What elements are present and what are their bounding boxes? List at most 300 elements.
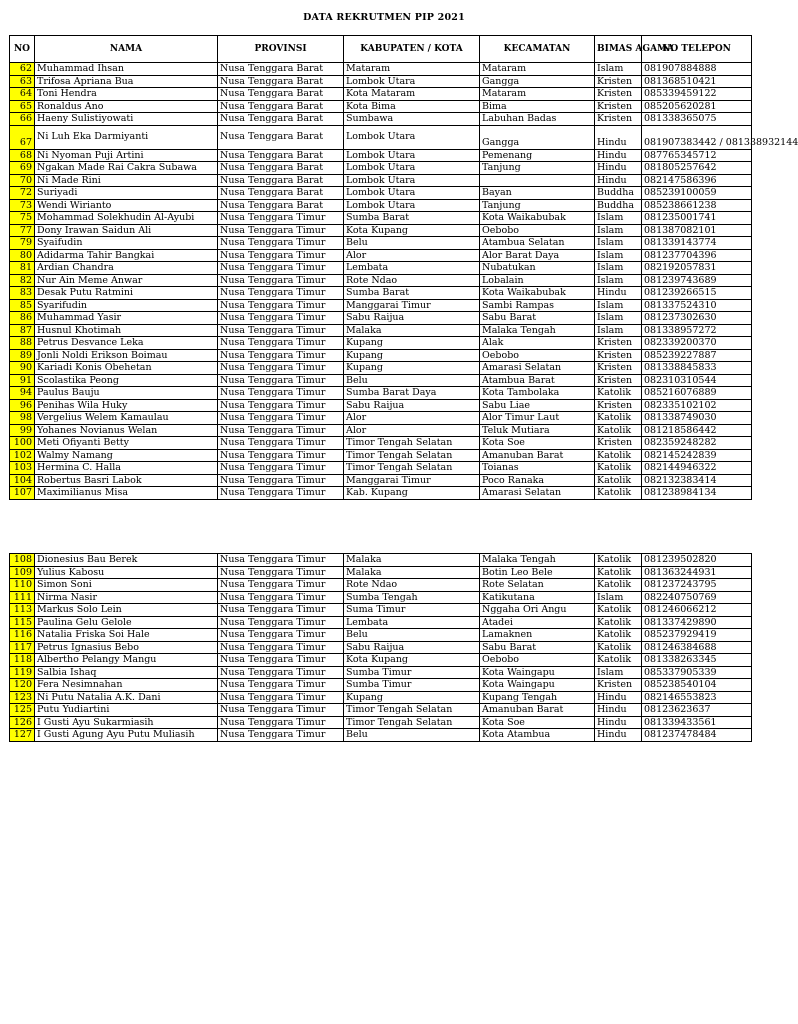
cell-no: 118 [10, 654, 35, 667]
table-row [10, 249, 752, 262]
cell-agama: Hindu [595, 704, 642, 717]
table-row [10, 604, 752, 617]
table-row [10, 187, 752, 200]
cell-nama: Muhammad Ihsan [35, 63, 218, 76]
table-row [10, 287, 752, 300]
cell-kecamatan: Amarasi Selatan [480, 487, 595, 500]
table-row [10, 88, 752, 101]
cell-agama: Islam [595, 299, 642, 312]
cell-provinsi: Nusa Tenggara Timur [218, 716, 344, 729]
table-row [10, 716, 752, 729]
table-row [10, 679, 752, 692]
cell-agama: Kristen [595, 679, 642, 692]
cell-kabupaten: Lembata [344, 616, 480, 629]
cell-nama: Hermina C. Halla [35, 462, 218, 475]
cell-provinsi: Nusa Tenggara Timur [218, 474, 344, 487]
cell-telepon: 081237243795 [642, 579, 752, 592]
cell-telepon: 081907383442 / 081338932144 [642, 125, 752, 149]
cell-kecamatan: Amanuban Barat [480, 704, 595, 717]
cell-agama: Katolik [595, 654, 642, 667]
cell-provinsi: Nusa Tenggara Timur [218, 654, 344, 667]
cell-provinsi: Nusa Tenggara Timur [218, 449, 344, 462]
cell-provinsi: Nusa Tenggara Barat [218, 113, 344, 126]
cell-nama: Markus Solo Lein [35, 604, 218, 617]
cell-agama: Islam [595, 324, 642, 337]
cell-kecamatan: Tanjung [480, 162, 595, 175]
cell-kecamatan: Bayan [480, 187, 595, 200]
cell-no: 91 [10, 374, 35, 387]
cell-agama: Katolik [595, 462, 642, 475]
cell-kecamatan: Sabu Barat [480, 312, 595, 325]
cell-no: 64 [10, 88, 35, 101]
table-row [10, 412, 752, 425]
cell-kabupaten: Belu [344, 729, 480, 742]
cell-agama: Katolik [595, 604, 642, 617]
table-row [10, 224, 752, 237]
cell-agama: Islam [595, 224, 642, 237]
table-row [10, 324, 752, 337]
cell-kabupaten: Alor [344, 424, 480, 437]
table-row [10, 654, 752, 667]
table-row [10, 199, 752, 212]
cell-telepon: 082132383414 [642, 474, 752, 487]
cell-telepon: 081339433561 [642, 716, 752, 729]
cell-kabupaten: Kupang [344, 337, 480, 350]
cell-provinsi: Nusa Tenggara Timur [218, 212, 344, 225]
cell-nama: Ni Luh Eka Darmiyanti [35, 125, 218, 149]
cell-kabupaten: Timor Tengah Selatan [344, 704, 480, 717]
cell-no: 127 [10, 729, 35, 742]
cell-telepon: 081239502820 [642, 554, 752, 567]
cell-kabupaten: Timor Tengah Selatan [344, 449, 480, 462]
cell-kecamatan: Sabu Liae [480, 399, 595, 412]
cell-agama: Kristen [595, 88, 642, 101]
cell-nama: Wendi Wirianto [35, 199, 218, 212]
cell-kabupaten: Manggarai Timur [344, 299, 480, 312]
cell-provinsi: Nusa Tenggara Timur [218, 362, 344, 375]
cell-kecamatan: Toianas [480, 462, 595, 475]
cell-nama: Ardian Chandra [35, 262, 218, 275]
cell-kabupaten: Lembata [344, 262, 480, 275]
cell-telepon: 085339459122 [642, 88, 752, 101]
cell-telepon: 085216076889 [642, 387, 752, 400]
table-row [10, 113, 752, 126]
cell-kabupaten: Sabu Raijua [344, 312, 480, 325]
cell-telepon: 081237704396 [642, 249, 752, 262]
cell-no: 125 [10, 704, 35, 717]
cell-telepon: 085237929419 [642, 629, 752, 642]
cell-agama: Kristen [595, 337, 642, 350]
cell-nama: Syarifudin [35, 299, 218, 312]
cell-agama: Kristen [595, 437, 642, 450]
cell-kecamatan: Oebobo [480, 654, 595, 667]
cell-no: 103 [10, 462, 35, 475]
cell-agama: Hindu [595, 691, 642, 704]
cell-kabupaten: Sabu Raijua [344, 399, 480, 412]
table-row [10, 591, 752, 604]
table-row [10, 474, 752, 487]
cell-no: 123 [10, 691, 35, 704]
cell-kabupaten: Lombok Utara [344, 125, 480, 149]
cell-kabupaten: Sumba Barat Daya [344, 387, 480, 400]
cell-provinsi: Nusa Tenggara Timur [218, 462, 344, 475]
cell-no: 72 [10, 187, 35, 200]
cell-agama: Kristen [595, 399, 642, 412]
cell-provinsi: Nusa Tenggara Timur [218, 554, 344, 567]
cell-no: 87 [10, 324, 35, 337]
cell-no: 86 [10, 312, 35, 325]
cell-telepon: 082310310544 [642, 374, 752, 387]
table-row [10, 75, 752, 88]
cell-telepon: 081239266515 [642, 287, 752, 300]
cell-provinsi: Nusa Tenggara Timur [218, 729, 344, 742]
table-row [10, 349, 752, 362]
cell-no: 120 [10, 679, 35, 692]
table-row [10, 554, 752, 567]
cell-agama: Hindu [595, 125, 642, 149]
cell-kabupaten: Lombok Utara [344, 149, 480, 162]
cell-nama: I Gusti Ayu Sukarmiasih [35, 716, 218, 729]
table-row [10, 149, 752, 162]
cell-kecamatan: Botin Leo Bele [480, 566, 595, 579]
table-row [10, 237, 752, 250]
cell-no: 67 [10, 125, 35, 149]
cell-telepon: 081387082101 [642, 224, 752, 237]
cell-telepon: 087765345712 [642, 149, 752, 162]
cell-nama: Syaifudin [35, 237, 218, 250]
cell-nama: Petrus Desvance Leka [35, 337, 218, 350]
cell-provinsi: Nusa Tenggara Timur [218, 704, 344, 717]
cell-no: 81 [10, 262, 35, 275]
cell-no: 119 [10, 666, 35, 679]
cell-telepon: 081236236​37 [642, 704, 752, 717]
table-row [10, 299, 752, 312]
cell-provinsi: Nusa Tenggara Barat [218, 75, 344, 88]
cell-kecamatan: Katikutana [480, 591, 595, 604]
cell-agama: Katolik [595, 412, 642, 425]
cell-telepon: 085239100059 [642, 187, 752, 200]
cell-kabupaten: Alor [344, 412, 480, 425]
cell-telepon: 081338957272 [642, 324, 752, 337]
cell-provinsi: Nusa Tenggara Timur [218, 666, 344, 679]
cell-nama: Vergelius Welem Kamaulau [35, 412, 218, 425]
cell-nama: Natalia Friska Soi Hale [35, 629, 218, 642]
cell-kabupaten: Sumbawa [344, 113, 480, 126]
cell-kecamatan: Alor Barat Daya [480, 249, 595, 262]
cell-telepon: 081363244931 [642, 566, 752, 579]
cell-nama: Desak Putu Ratmini [35, 287, 218, 300]
recruitment-table-1 [9, 35, 798, 500]
cell-kecamatan: Kota Atambua [480, 729, 595, 742]
cell-kecamatan: Kota Soe [480, 716, 595, 729]
cell-nama: Kariadi Konis Obehetan [35, 362, 218, 375]
cell-telepon: 082147586396 [642, 174, 752, 187]
cell-no: 108 [10, 554, 35, 567]
cell-nama: Walmy Namang [35, 449, 218, 462]
cell-nama: Jonli Noldi Erikson Boimau [35, 349, 218, 362]
cell-agama: Katolik [595, 487, 642, 500]
cell-kabupaten: Sumba Barat [344, 212, 480, 225]
cell-kabupaten: Sumba Timur [344, 666, 480, 679]
table-row [10, 579, 752, 592]
cell-provinsi: Nusa Tenggara Timur [218, 262, 344, 275]
cell-kecamatan: Bima [480, 100, 595, 113]
page-title: DATA REKRUTMEN PIP 2021 [303, 12, 465, 23]
cell-kabupaten: Kupang [344, 691, 480, 704]
cell-kecamatan: Tanjung [480, 199, 595, 212]
cell-kecamatan: Amarasi Selatan [480, 362, 595, 375]
cell-nama: Meti Ofiyanti Betty [35, 437, 218, 450]
cell-kabupaten: Sumba Timur [344, 679, 480, 692]
cell-telepon: 085337905339 [642, 666, 752, 679]
cell-telepon: 081246384688 [642, 641, 752, 654]
cell-agama: Islam [595, 274, 642, 287]
cell-kecamatan: Kota Waingapu [480, 666, 595, 679]
cell-nama: Robertus Basri Labok [35, 474, 218, 487]
cell-telepon: 081338263345 [642, 654, 752, 667]
cell-nama: Putu Yudiartini [35, 704, 218, 717]
cell-nama: Paulina Gelu Gelole [35, 616, 218, 629]
cell-telepon: 082359248282 [642, 437, 752, 450]
cell-telepon: 081338365075 [642, 113, 752, 126]
cell-agama: Hindu [595, 287, 642, 300]
cell-nama: Ngakan Made Rai Cakra Subawa [35, 162, 218, 175]
cell-nama: Ronaldus Ano [35, 100, 218, 113]
cell-kabupaten: Sabu Raijua [344, 641, 480, 654]
cell-telepon: 081338845833 [642, 362, 752, 375]
cell-no: 82 [10, 274, 35, 287]
cell-telepon: 085238661238 [642, 199, 752, 212]
cell-provinsi: Nusa Tenggara Timur [218, 437, 344, 450]
cell-kabupaten: Manggarai Timur [344, 474, 480, 487]
cell-nama: Scolastika Peong [35, 374, 218, 387]
cell-nama: Salbia Ishaq [35, 666, 218, 679]
cell-no: 89 [10, 349, 35, 362]
cell-provinsi: Nusa Tenggara Timur [218, 487, 344, 500]
cell-provinsi: Nusa Tenggara Timur [218, 387, 344, 400]
cell-no: 77 [10, 224, 35, 237]
cell-telepon: 082240750769 [642, 591, 752, 604]
table-row [10, 704, 752, 717]
cell-provinsi: Nusa Tenggara Timur [218, 616, 344, 629]
cell-kabupaten: Rote Ndao [344, 274, 480, 287]
cell-kecamatan: Poco Ranaka [480, 474, 595, 487]
cell-provinsi: Nusa Tenggara Timur [218, 324, 344, 337]
cell-nama: Mohammad Solekhudin Al-Ayubi [35, 212, 218, 225]
cell-no: 104 [10, 474, 35, 487]
cell-telepon: 082192057831 [642, 262, 752, 275]
cell-kecamatan: Atambua Barat [480, 374, 595, 387]
cell-kabupaten: Kota Bima [344, 100, 480, 113]
cell-kecamatan: Malaka Tengah [480, 324, 595, 337]
cell-kecamatan: Oebobo [480, 349, 595, 362]
cell-kecamatan: Pemenang [480, 149, 595, 162]
cell-provinsi: Nusa Tenggara Barat [218, 63, 344, 76]
cell-kecamatan: Nubatukan [480, 262, 595, 275]
cell-no: 68 [10, 149, 35, 162]
cell-no: 85 [10, 299, 35, 312]
cell-telepon: 082146553823 [642, 691, 752, 704]
cell-provinsi: Nusa Tenggara Timur [218, 349, 344, 362]
cell-agama: Katolik [595, 387, 642, 400]
cell-telepon: 082145242839 [642, 449, 752, 462]
cell-nama: Haeny Sulistiyowati [35, 113, 218, 126]
cell-nama: Muhammad Yasir [35, 312, 218, 325]
cell-provinsi: Nusa Tenggara Barat [218, 174, 344, 187]
cell-nama: Yulius Kabosu [35, 566, 218, 579]
cell-no: 117 [10, 641, 35, 654]
cell-no: 109 [10, 566, 35, 579]
cell-provinsi: Nusa Tenggara Timur [218, 224, 344, 237]
cell-kecamatan: Kota Waikabubak [480, 287, 595, 300]
cell-telepon: 081907884888 [642, 63, 752, 76]
cell-kabupaten: Malaka [344, 566, 480, 579]
header-bimas-agama: BIMAS AGAMA [595, 36, 642, 63]
cell-agama: Islam [595, 237, 642, 250]
cell-kecamatan: Labuhan Badas [480, 113, 595, 126]
cell-provinsi: Nusa Tenggara Timur [218, 424, 344, 437]
cell-telepon: 085238540104 [642, 679, 752, 692]
cell-agama: Hindu [595, 716, 642, 729]
header-no-telepon: NO TELEPON [642, 36, 752, 63]
cell-telepon: 082339200370 [642, 337, 752, 350]
cell-kecamatan: Teluk Mutiara [480, 424, 595, 437]
cell-kabupaten: Lombok Utara [344, 75, 480, 88]
cell-agama: Islam [595, 249, 642, 262]
cell-agama: Hindu [595, 149, 642, 162]
cell-provinsi: Nusa Tenggara Timur [218, 337, 344, 350]
cell-provinsi: Nusa Tenggara Barat [218, 125, 344, 149]
cell-no: 100 [10, 437, 35, 450]
cell-kecamatan: Gangga [480, 75, 595, 88]
cell-telepon: 081237478484 [642, 729, 752, 742]
cell-provinsi: Nusa Tenggara Barat [218, 199, 344, 212]
cell-kecamatan: Sabu Barat [480, 641, 595, 654]
cell-kabupaten: Malaka [344, 554, 480, 567]
cell-no: 111 [10, 591, 35, 604]
cell-no: 115 [10, 616, 35, 629]
cell-kabupaten: Belu [344, 237, 480, 250]
cell-agama: Katolik [595, 424, 642, 437]
cell-nama: Nirma Nasir [35, 591, 218, 604]
cell-nama: Fera Nesimnahan [35, 679, 218, 692]
cell-agama: Hindu [595, 174, 642, 187]
cell-nama: Ni Nyoman Puji Artini [35, 149, 218, 162]
cell-kecamatan: Lobalain [480, 274, 595, 287]
cell-no: 126 [10, 716, 35, 729]
cell-provinsi: Nusa Tenggara Timur [218, 399, 344, 412]
header-kabupaten: KABUPATEN / KOTA [344, 36, 480, 63]
table-row [10, 641, 752, 654]
cell-kabupaten: Lombok Utara [344, 187, 480, 200]
cell-provinsi: Nusa Tenggara Timur [218, 591, 344, 604]
cell-nama: Trifosa Apriana Bua [35, 75, 218, 88]
cell-kabupaten: Kota Mataram [344, 88, 480, 101]
cell-kabupaten: Lombok Utara [344, 199, 480, 212]
cell-kabupaten: Sumba Tengah [344, 591, 480, 604]
table-row [10, 362, 752, 375]
table-row [10, 274, 752, 287]
cell-agama: Katolik [595, 566, 642, 579]
cell-provinsi: Nusa Tenggara Timur [218, 604, 344, 617]
cell-agama: Katolik [595, 579, 642, 592]
cell-kecamatan: Atadei [480, 616, 595, 629]
cell-kabupaten: Lombok Utara [344, 162, 480, 175]
table-row [10, 437, 752, 450]
header-nama: NAMA [35, 36, 218, 63]
cell-kabupaten: Kupang [344, 362, 480, 375]
cell-provinsi: Nusa Tenggara Timur [218, 641, 344, 654]
table-row [10, 387, 752, 400]
cell-provinsi: Nusa Tenggara Timur [218, 274, 344, 287]
cell-kabupaten: Alor [344, 249, 480, 262]
cell-kabupaten: Belu [344, 629, 480, 642]
cell-telepon: 085205620281 [642, 100, 752, 113]
cell-no: 73 [10, 199, 35, 212]
cell-nama: Toni Hendra [35, 88, 218, 101]
cell-kabupaten: Kupang [344, 349, 480, 362]
cell-kabupaten: Sumba Barat [344, 287, 480, 300]
cell-agama: Islam [595, 312, 642, 325]
cell-agama: Katolik [595, 554, 642, 567]
cell-kabupaten: Timor Tengah Selatan [344, 716, 480, 729]
cell-provinsi: Nusa Tenggara Barat [218, 149, 344, 162]
cell-agama: Islam [595, 63, 642, 76]
table-row [10, 566, 752, 579]
cell-agama: Islam [595, 262, 642, 275]
cell-no: 75 [10, 212, 35, 225]
cell-agama: Kristen [595, 113, 642, 126]
cell-no: 80 [10, 249, 35, 262]
cell-kabupaten: Kab. Kupang [344, 487, 480, 500]
cell-agama: Kristen [595, 362, 642, 375]
cell-provinsi: Nusa Tenggara Timur [218, 579, 344, 592]
cell-nama: I Gusti Agung Ayu Putu Muliasih [35, 729, 218, 742]
cell-kecamatan: Kota Waingapu [480, 679, 595, 692]
cell-no: 65 [10, 100, 35, 113]
cell-nama: Ni Putu Natalia A.K. Dani [35, 691, 218, 704]
table-row [10, 312, 752, 325]
cell-kecamatan: Lamaknen [480, 629, 595, 642]
cell-provinsi: Nusa Tenggara Timur [218, 629, 344, 642]
header-row [10, 36, 752, 63]
cell-agama: Islam [595, 212, 642, 225]
cell-telepon: 081218586442 [642, 424, 752, 437]
cell-agama: Hindu [595, 162, 642, 175]
cell-provinsi: Nusa Tenggara Timur [218, 237, 344, 250]
cell-nama: Nur Ain Meme Anwar [35, 274, 218, 287]
header-provinsi: PROVINSI [218, 36, 344, 63]
cell-nama: Yohanes Novianus Welan [35, 424, 218, 437]
cell-agama: Buddha [595, 199, 642, 212]
cell-nama: Dionesius Bau Berek [35, 554, 218, 567]
table-row [10, 100, 752, 113]
cell-kabupaten: Rote Ndao [344, 579, 480, 592]
cell-telepon: 081337429890 [642, 616, 752, 629]
cell-kabupaten: Mataram [344, 63, 480, 76]
cell-kabupaten: Malaka [344, 324, 480, 337]
cell-kecamatan: Mataram [480, 63, 595, 76]
cell-no: 98 [10, 412, 35, 425]
cell-no: 110 [10, 579, 35, 592]
cell-provinsi: Nusa Tenggara Timur [218, 249, 344, 262]
table-row [10, 666, 752, 679]
cell-nama: Petrus Ignasius Bebo [35, 641, 218, 654]
table-row [10, 374, 752, 387]
table-row [10, 616, 752, 629]
cell-no: 66 [10, 113, 35, 126]
cell-kecamatan: Atambua Selatan [480, 237, 595, 250]
